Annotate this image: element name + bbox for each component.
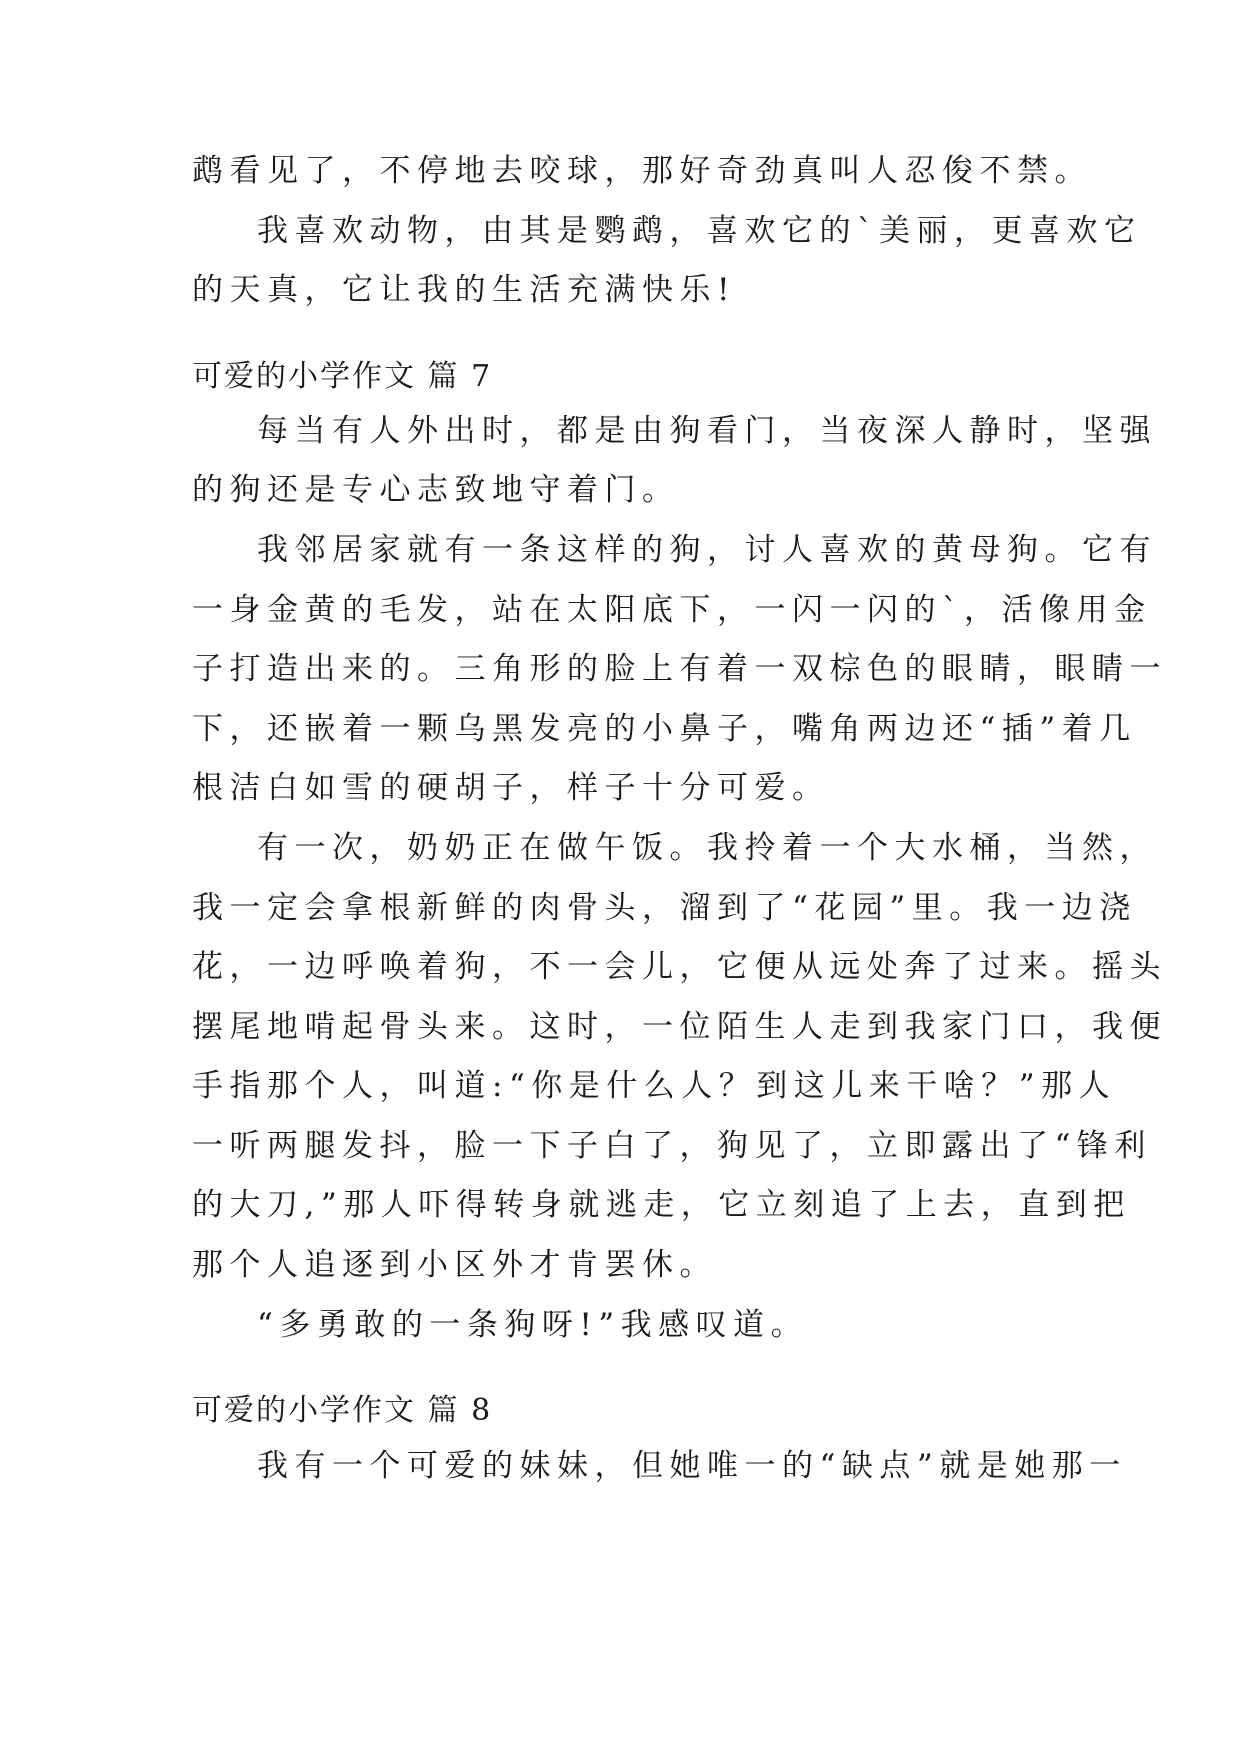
text-line: 手指那个人，叫道:“你是什么人？到这儿来干啥？”那人 bbox=[192, 1068, 1117, 1104]
text-line: “多勇敢的一条狗呀!”我感叹道。 bbox=[257, 1307, 809, 1343]
text-line: 一身金黄的毛发，站在太阳底下，一闪一闪的`，活像用金 bbox=[192, 592, 1152, 628]
text-line: 我邻居家就有一条这样的狗，讨人喜欢的黄母狗。它有 bbox=[257, 532, 1157, 568]
text-line: 那个人追逐到小区外才肯罢休。 bbox=[192, 1247, 717, 1283]
text-line: 一听两腿发抖，脸一下子白了，狗见了，立即露出了“锋利 bbox=[192, 1128, 1152, 1164]
text-line: 有一次，奶奶正在做午饭。我拎着一个大水桶，当然， bbox=[257, 830, 1157, 866]
text-line: 每当有人外出时，都是由狗看门，当夜深人静时，坚强 bbox=[257, 413, 1157, 449]
text-line: 摆尾地啃起骨头来。这时，一位陌生人走到我家门口，我便 bbox=[192, 1009, 1167, 1045]
text-line: 我有一个可爱的妹妹，但她唯一的“缺点”就是她那一 bbox=[257, 1448, 1127, 1484]
text-line: 子打造出来的。三角形的脸上有着一双棕色的眼睛，眼睛一 bbox=[192, 651, 1167, 687]
text-line: 花，一边呼唤着狗，不一会儿，它便从远处奔了过来。摇头 bbox=[192, 949, 1167, 985]
section-heading: 可爱的小学作文 篇 8 bbox=[192, 1393, 493, 1428]
text-line: 根洁白如雪的硬胡子，样子十分可爱。 bbox=[192, 770, 830, 806]
text-line: 的大刀,”那人吓得转身就逃走，它立刻追了上去，直到把 bbox=[192, 1187, 1131, 1223]
text-line: 我一定会拿根新鲜的肉骨头，溜到了“花园”里。我一边浇 bbox=[192, 890, 1137, 926]
text-line: 下，还嵌着一颗乌黑发亮的小鼻子，嘴角两边还“插”着几 bbox=[192, 711, 1137, 747]
text-line: 的天真，它让我的生活充满快乐! bbox=[192, 272, 736, 308]
text-line: 我喜欢动物，由其是鹦鹉，喜欢它的`美丽，更喜欢它 bbox=[257, 213, 1142, 249]
section-heading: 可爱的小学作文 篇 7 bbox=[192, 359, 493, 394]
text-line: 鹉看见了，不停地去咬球，那好奇劲真叫人忍俊不禁。 bbox=[192, 153, 1092, 189]
text-line: 的狗还是专心志致地守着门。 bbox=[192, 472, 680, 508]
